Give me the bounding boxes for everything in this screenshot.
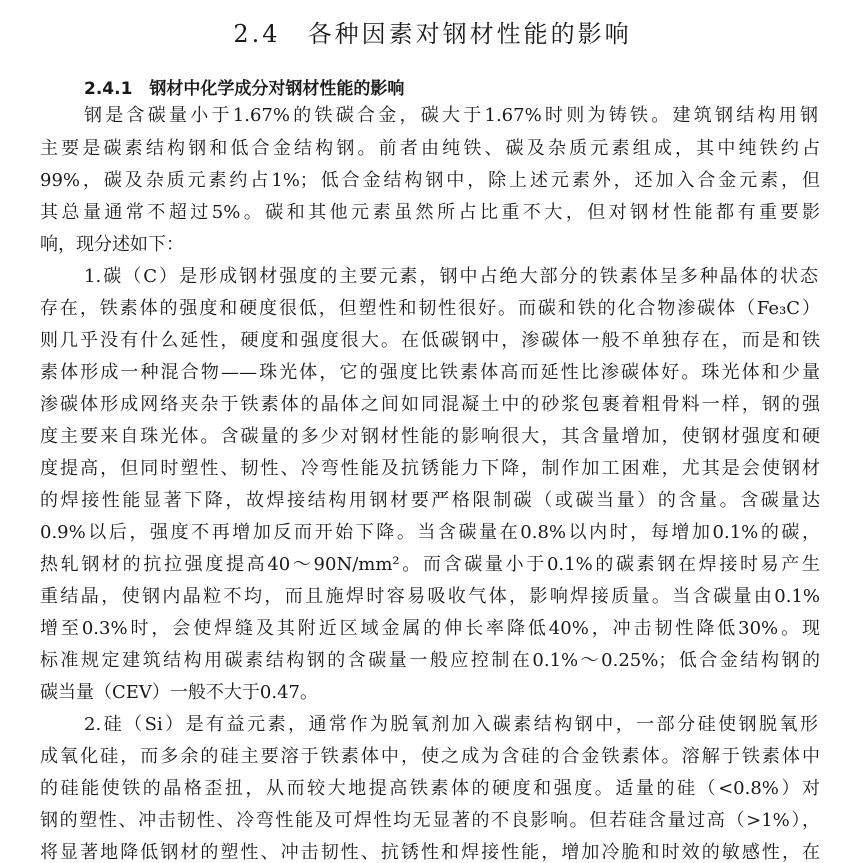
text-line: 存在，铁素体的强度和硬度很低，但塑性和韧性很好。而碳和铁的化合物渗碳体（Fe₃C） xyxy=(40,298,820,319)
text-line: 响，现分述如下： xyxy=(40,234,184,255)
text-line: 则几乎没有什么延性，硬度和强度很大。在低碳钢中，渗碳体一般不单独存在，而是和铁 xyxy=(40,330,820,351)
text-line: 增至0.3%时，会使焊缝及其附近区域金属的伸长率降低40%，冲击韧性降低30%。现 xyxy=(40,618,820,639)
subsection-title: 2.4.1 钢材中化学成分对钢材性能的影响 xyxy=(84,79,405,99)
text-line: 成氧化硅，而多余的硅主要溶于铁素体中，使之成为含硅的合金铁素体。溶解于铁素体中 xyxy=(40,746,820,767)
text-line: 99%，碳及杂质元素约占1%；低合金结构钢中，除上述元素外，还加入合金元素，但 xyxy=(40,170,820,191)
text-line: 标准规定建筑结构用碳素结构钢的含碳量一般应控制在0.1%～0.25%；低合金结构钢的 xyxy=(40,650,820,671)
text-line: 度主要来自珠光体。含碳量的多少对钢材性能的影响很大，其含量增加，使钢材强度和硬 xyxy=(40,426,820,447)
text-line: 1.碳（C）是形成钢材强度的主要元素，钢中占绝大部分的铁素体呈多种晶体的状态 xyxy=(84,266,818,287)
text-line: 主要是碳素结构钢和低合金结构钢。前者由纯铁、碳及杂质元素组成，其中纯铁约占 xyxy=(40,138,820,159)
text-line: 重结晶，使钢内晶粒不均，而且施焊时容易吸收气体，影响焊接质量。当含碳量由0.1% xyxy=(40,586,820,607)
text-line: 度提高，但同时塑性、韧性、冷弯性能及抗锈能力下降，制作加工困难，尤其是会使钢材 xyxy=(40,458,820,479)
text-line: 其总量通常不超过5%。碳和其他元素虽然所占比重不大，但对钢材性能都有重要影 xyxy=(40,202,820,223)
text-line: 2.硅（Si）是有益元素，通常作为脱氧剂加入碳素结构钢中，一部分硅使钢脱氧形 xyxy=(84,714,818,735)
text-line: 将显著地降低钢材的塑性、冲击韧性、抗锈性和焊接性能，增加冷脆和时效的敏感性，在 xyxy=(40,842,820,863)
text-line: 钢是含碳量小于1.67%的铁碳合金，碳大于1.67%时则为铸铁。建筑钢结构用钢 xyxy=(84,105,818,126)
text-line: 素体形成一种混合物——珠光体，它的强度比铁素体高而延性比渗碳体好。珠光体和少量 xyxy=(40,362,820,383)
text-line: 热轧钢材的抗拉强度提高40～90N/mm²。而含碳量小于0.1%的碳素钢在焊接时易产生 xyxy=(40,554,820,575)
text-line: 的硅能使铁的晶格歪扭，从而较大地提高铁素体的硬度和强度。适量的硅（<0.8%）对 xyxy=(40,778,820,799)
text-line: 的焊接性能显著下降，故焊接结构用钢材要严格限制碳（或碳当量）的含量。含碳量达 xyxy=(40,490,820,511)
text-line: 0.9%以后，强度不再增加反而开始下降。当含碳量在0.8%以内时，每增加0.1%的碳， xyxy=(40,522,820,543)
text-line: 渗碳体形成网络夹杂于铁素体的晶体之间如同混凝土中的砂浆包裹着粗骨料一样，钢的强 xyxy=(40,394,820,415)
text-line: 碳当量（CEV）一般不大于0.47。 xyxy=(40,682,318,703)
text-line: 钢的塑性、冲击韧性、冷弯性能及可焊性均无显著的不良影响。但若硅含量过高（>1%）， xyxy=(40,810,820,831)
section-title: 2.4 各种因素对钢材性能的影响 xyxy=(233,20,632,48)
